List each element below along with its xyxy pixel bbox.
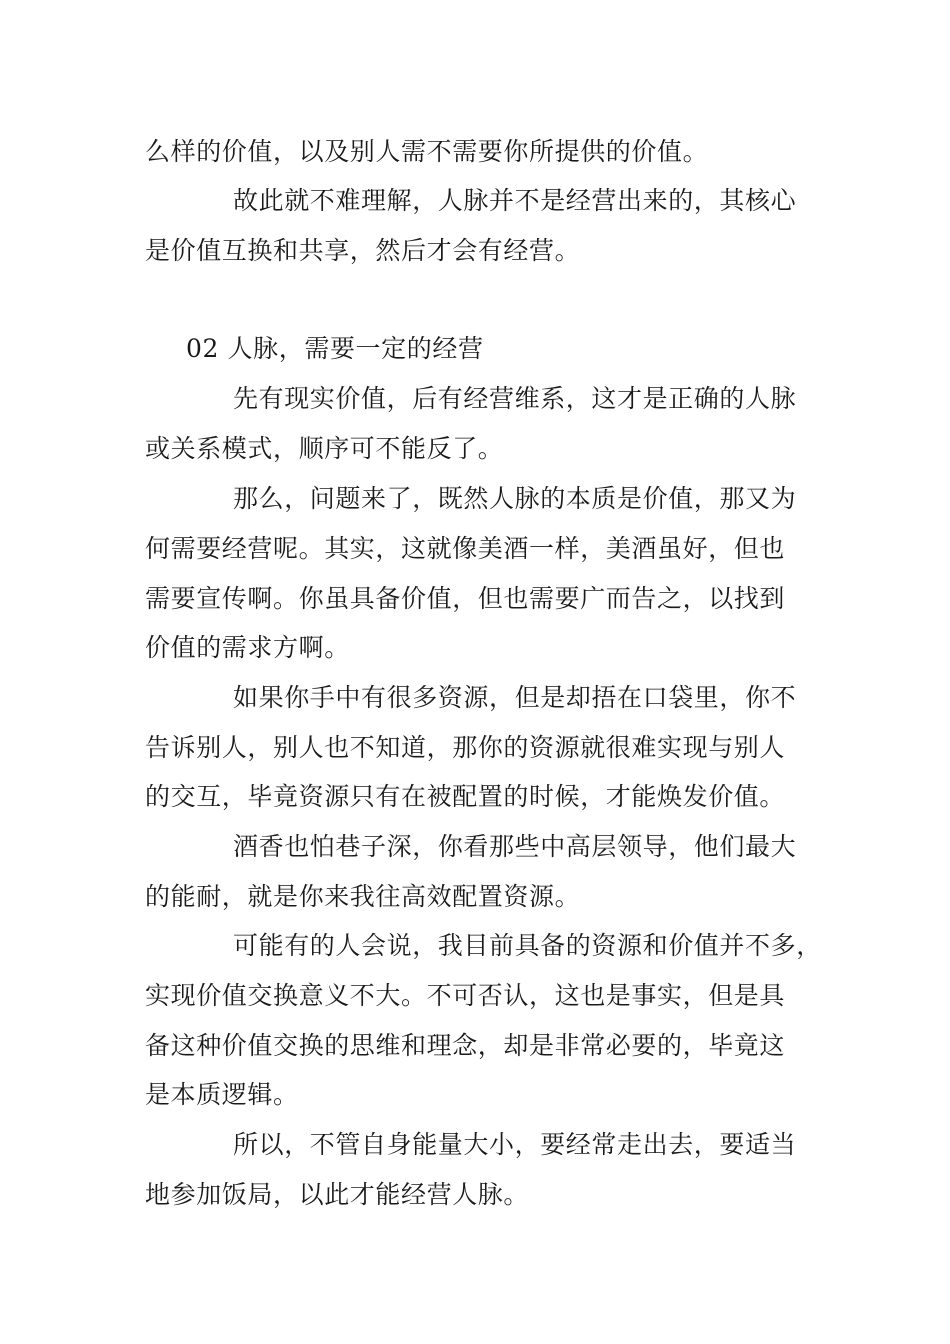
text-line: 备这种价值交换的思维和理念，却是非常必要的，毕竟这 <box>145 1031 786 1060</box>
text-line: 地参加饭局，以此才能经营人脉。 <box>145 1180 530 1209</box>
text-line: 是本质逻辑。 <box>145 1080 299 1109</box>
text-line: 告诉别人，别人也不知道，那你的资源就很难实现与别人 <box>145 733 786 762</box>
paragraph-first-line: 那么，问题来了，既然人脉的本质是价值，那又为 <box>233 484 797 513</box>
text-line: 是价值互换和共享，然后才会有经营。 <box>145 236 581 265</box>
section-heading: 02 人脉，需要一定的经营 <box>186 334 484 363</box>
text-line: 价值的需求方啊。 <box>145 633 350 662</box>
paragraph-first-line: 如果你手中有很多资源，但是却捂在口袋里，你不 <box>233 683 797 712</box>
text-line: 么样的价值，以及别人需不需要你所提供的价值。 <box>145 137 709 166</box>
paragraph-first-line: 故此就不难理解，人脉并不是经营出来的，其核心 <box>233 186 797 215</box>
paragraph-first-line: 可能有的人会说，我目前具备的资源和价值并不多， <box>233 931 822 960</box>
paragraph-first-line: 酒香也怕巷子深，你看那些中高层领导，他们最大 <box>233 832 797 861</box>
text-line: 实现价值交换意义不大。不可否认，这也是事实，但是具 <box>145 981 786 1010</box>
text-line: 的交互，毕竟资源只有在被配置的时候，才能焕发价值。 <box>145 782 786 811</box>
text-line: 需要宣传啊。你虽具备价值，但也需要广而告之，以找到 <box>145 584 786 613</box>
paragraph-first-line: 所以，不管自身能量大小，要经常走出去，要适当 <box>233 1130 797 1159</box>
paragraph-first-line: 先有现实价值，后有经营维系，这才是正确的人脉 <box>233 384 797 413</box>
text-line: 何需要经营呢。其实，这就像美酒一样，美酒虽好，但也 <box>145 534 786 563</box>
text-line: 或关系模式，顺序可不能反了。 <box>145 434 504 463</box>
text-line: 的能耐，就是你来我往高效配置资源。 <box>145 882 581 911</box>
